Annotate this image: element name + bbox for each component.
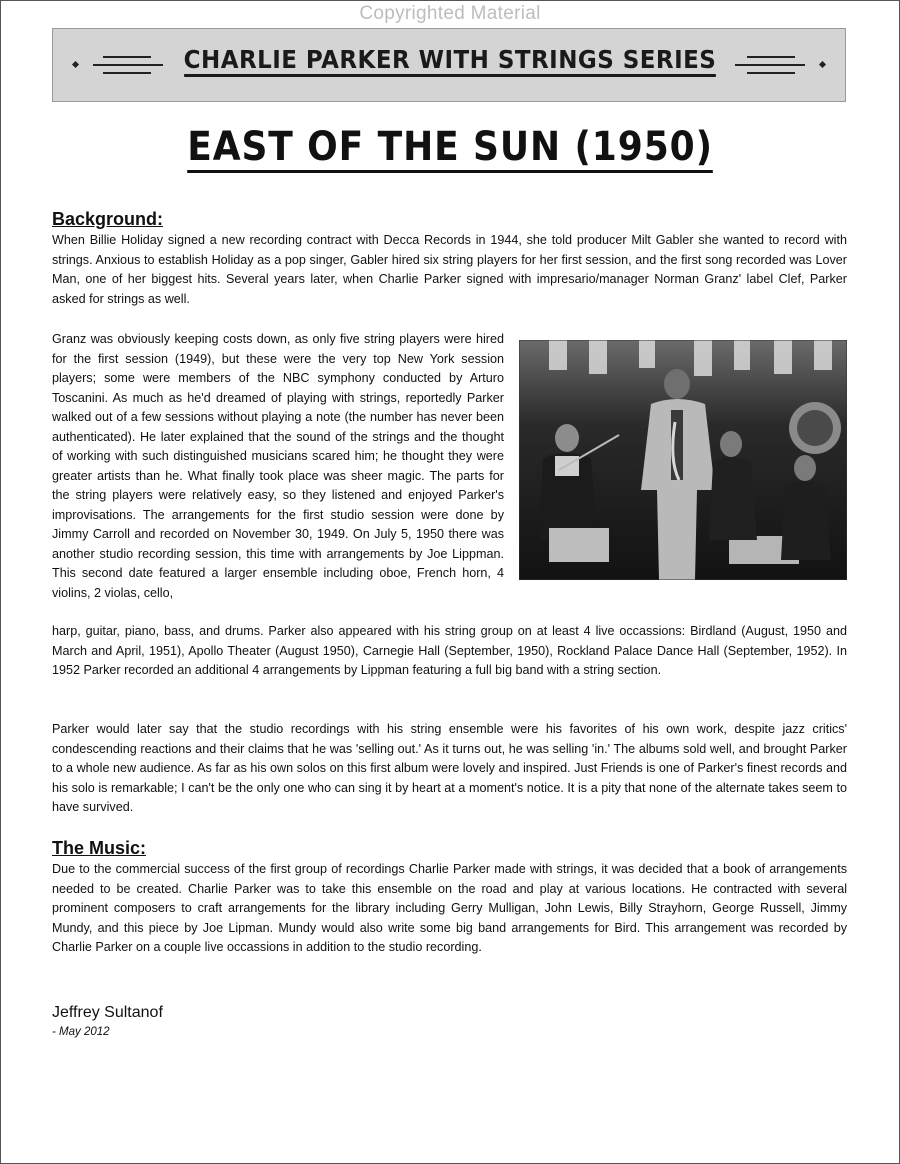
background-heading: Background:: [52, 209, 164, 229]
background-paragraph-3: Parker would later say that the studio recordings with his string ensemble were his favorites of his own work, despite jazz critics' condescending reactions and their claims that he was 'selling out.' As it turns out, he was selling 'in.' The albums sold well, and brought Parker to a whole new audience. As far as his own solos on this first album were lovely and inspired. Just Friends is one of Parker's finest records and his solo is remarkable; I can't be the only one who can sing it by heart at a moment's notice. It is a pity that none of the alternate takes seem to have survived.: [52, 722, 847, 814]
background-paragraph-2-continued: harp, guitar, piano, bass, and drums. Parker also appeared with his string group on at least 4 live occassions: Birdland (August, 1950 and March and April, 1951), Apollo Theater (August 1950), Carnegie Hall (September, 1950), Rockland Palace Dance Hall (September, 1952). In 1952 Parker recorded an additional 4 arrangements by Lippman featuring a full big band with a string section.: [52, 624, 847, 677]
series-banner: [52, 28, 846, 102]
author-name: Jeffrey Sultanof: [52, 1004, 163, 1021]
tune-title: [0, 124, 900, 173]
charlie-parker-with-strings-photo: [519, 340, 847, 580]
tune-title-text: EAST OF THE SUN (1950): [187, 124, 713, 173]
series-title-text: CHARLIE PARKER WITH STRINGS SERIES: [184, 45, 717, 77]
background-paragraph-2-wrapped: Granz was obviously keeping costs down, as only five string players were hired for the first session (1949), but these were the very top New York session players; some were members of the NBC symphony conducted by Arturo Toscanini. As much as he'd dreamed of playing with strings, reportedly Parker walked out of a few sessions without playing a note (the number has never been authenticated). He later explained that the sound of the strings and the thought of working with such distinguished musicians scared him; he thought they were greater artists than he. What finally took place was sheer magic. The parts for the string players were relatively easy, so they listened and enjoyed Parker's improvisations. The arrangements for the first studio session were done by Jimmy Carroll and recorded on November 30, 1949. On July 5, 1950 there was another studio recording session, this time with arrangements by Joe Lippman. This second date featured a larger ensemble including oboe, French horn, 4 violins, 2 violas, cello,: [52, 332, 504, 600]
author-date: - May 2012: [52, 1026, 110, 1038]
copyright-watermark: Copyrighted Material: [359, 3, 541, 24]
music-heading: The Music:: [52, 838, 147, 858]
background-paragraph-1: When Billie Holiday signed a new recording contract with Decca Records in 1944, she told producer Milt Gabler she wanted to record with strings. Anxious to establish Holiday as a pop singer, Gabler hired six string players for her first session, and the first song recorded was Lover Man, one of her biggest hits. Several years later, when Charlie Parker signed with impresario/manager Norman Granz' label Clef, Parker asked for strings as well.: [52, 233, 847, 306]
music-paragraph: Due to the commercial success of the first group of recordings Charlie Parker made with strings, it was decided that a book of arrangements needed to be created. Charlie Parker was to take this ensemble on the road and play at various locations. He contracted with several prominent composers to craft arrangements for the library including Gerry Mulligan, John Lewis, Billy Strayhorn, George Russell, Jimmy Mundy, and this piece by Joe Lipman. Mundy would also write some big band arrangements for Bird. This arrangement was recorded by Charlie Parker on a couple live occassions in addition to the studio recording.: [52, 862, 847, 954]
banner-ornament-right-icon: [735, 51, 827, 81]
series-title: [85, 45, 815, 74]
